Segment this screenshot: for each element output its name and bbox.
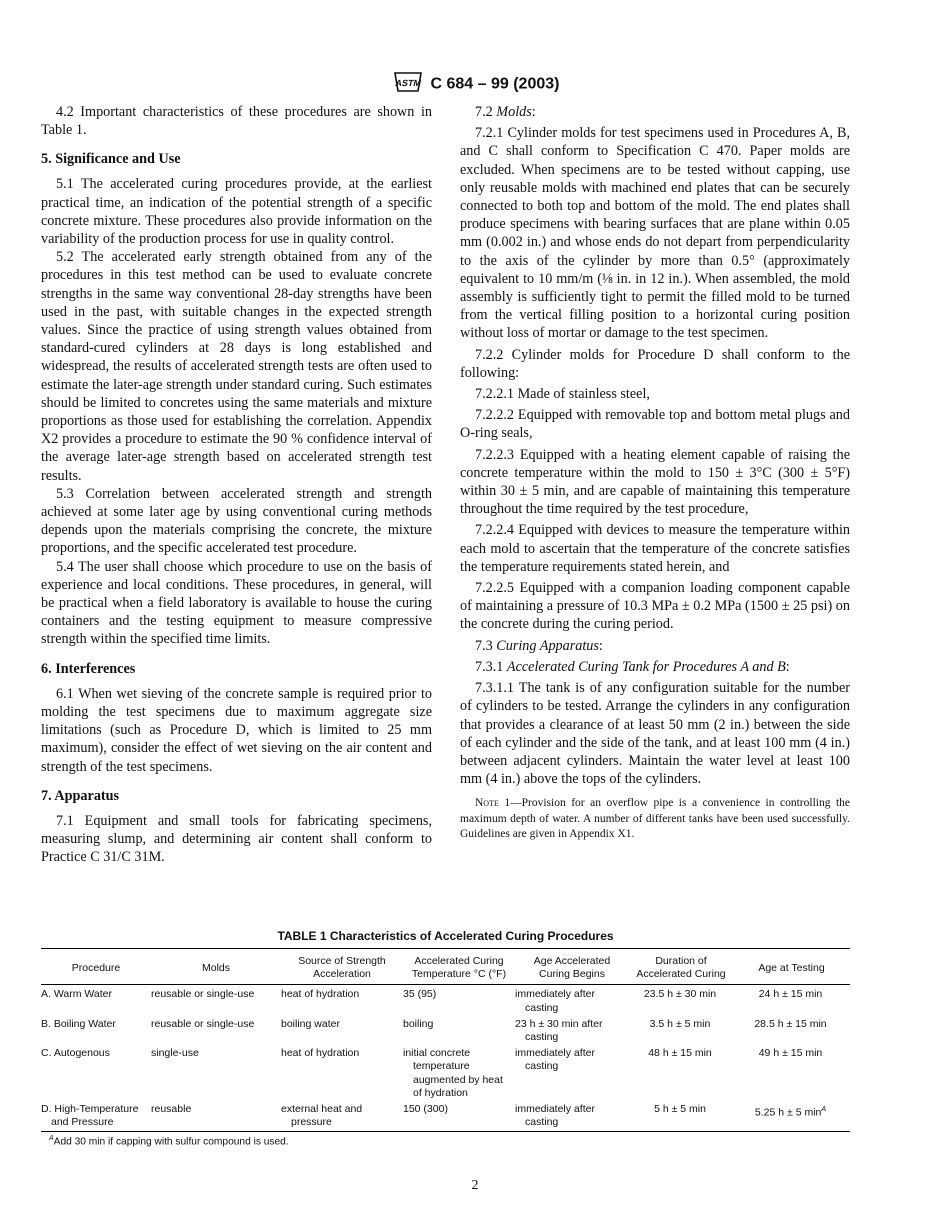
cell-temp: 150 (300)	[403, 1103, 448, 1116]
cell-source: heat of hydration	[281, 988, 360, 1001]
cell-source: boiling water	[281, 1017, 340, 1030]
table-header-row	[41, 949, 850, 985]
section-5-heading: 5. Significance and Use	[41, 151, 181, 168]
para-7-3: 7.3 Curing Apparatus:	[475, 637, 603, 654]
cell-molds: single-use	[151, 1047, 199, 1060]
cell-age: 28.5 h ± 15 min	[754, 1017, 827, 1030]
cell-molds: reusable	[151, 1103, 192, 1116]
cell-duration: 48 h ± 15 min	[648, 1047, 712, 1060]
cell-procedure: D. High-Temperature and Pressure	[41, 1103, 139, 1129]
para-7-2-2-1: 7.2.2.1 Made of stainless steel,	[475, 386, 650, 403]
para-7-1: 7.1 Equipment and small tools for fabricating specimens, measuring slump, and determining air content shall conform to Practice C 31/C 31M.	[41, 812, 432, 866]
para-4-2: 4.2 Important characteristics of these procedures are shown in Table 1.	[41, 104, 432, 139]
cell-age: 49 h ± 15 min	[758, 1047, 823, 1060]
col-header-source: Source of Strength Acceleration	[298, 955, 386, 981]
cell-begins: immediately after casting	[515, 988, 595, 1014]
cell-procedure: B. Boiling Water	[41, 1017, 116, 1030]
left-column	[41, 103, 432, 866]
cell-temp: initial concrete temperature augmented by heat of hydration	[403, 1047, 503, 1099]
cell-begins: 23 h ± 30 min after casting	[515, 1017, 603, 1044]
designation: C 684 – 99 (2003)	[430, 75, 560, 93]
cell-temp: boiling	[403, 1017, 434, 1030]
table-row	[41, 985, 850, 1015]
para-7-2-2: 7.2.2 Cylinder molds for Procedure D shall conform to the following:	[460, 346, 850, 381]
characteristics-table	[41, 948, 850, 1132]
footnote-ref: A	[821, 1106, 827, 1114]
para-7-2: 7.2 Molds:	[475, 104, 536, 120]
col-header-age-begins: Age Accelerated Curing Begins	[533, 955, 611, 981]
para-7-2-1: 7.2.1 Cylinder molds for test specimens used in Procedures A, B, and C shall conform to Specification C 470. Paper molds are excluded. When specimens are to be tested without capping, use only reusable molds with machined end plates that can be securely connected to both top and bottom of the mold. The end plates shall produce specimens with bearing surfaces that are plane within 0.05 mm (0.002 in.) and whose ends do not depart from perpendicularity to the axis of the cylinder by more than 0.5° (approximately equivalent to 10 mm/m (⅛ in. in 12 in.). When assembled, the mold assembly is sufficiently tight to permit the filled mold to be turned from the vertical filling position to a horizontal curing position without loss of mortar or damage to the test specimen.	[460, 125, 850, 342]
page-number: 2	[471, 1178, 479, 1193]
para-6-1: 6.1 When wet sieving of the concrete sample is required prior to molding the test specimens due to maximum aggregate size limitations (such as Procedure D, which is limited to 25 mm maximum), consider the effect of wet sieving on the air content and strength of the test specimens.	[41, 685, 432, 775]
table-title: TABLE 1 Characteristics of Accelerated Curing Procedures	[277, 929, 614, 943]
right-column	[460, 103, 850, 842]
section-6-heading: 6. Interferences	[41, 660, 136, 677]
cell-duration: 5 h ± 5 min	[654, 1103, 706, 1116]
cell-duration: 3.5 h ± 5 min	[649, 1017, 711, 1030]
cell-temp: 35 (95)	[403, 988, 437, 1001]
cell-begins: immediately after casting	[515, 1047, 595, 1073]
table-footnote: $^A$Add 30 min if capping with sulfur compound is used.	[49, 1135, 289, 1148]
svg-text:ASTM: ASTM	[393, 78, 422, 88]
cell-duration: 23.5 h ± 30 min	[643, 988, 717, 1001]
col-header-duration: Duration of Accelerated Curing	[636, 955, 726, 981]
page-header	[0, 70, 950, 99]
table-row	[41, 1100, 850, 1132]
para-5-1: 5.1 The accelerated curing procedures provide, at the earliest practical time, an indication of the potential strength of a specific concrete mixture. These procedures also provide information on the variability of the production process for use in quality control.	[41, 176, 432, 248]
astm-logo-icon	[391, 70, 425, 99]
section-7-heading: 7. Apparatus	[41, 787, 120, 804]
table-row	[41, 1044, 850, 1100]
para-5-3: 5.3 Correlation between accelerated strength and strength achieved at some later age by using conventional curing methods depends upon the materials comprising the concrete, the mixture proportions, and the specific accelerated test procedure.	[41, 485, 432, 557]
cell-molds: reusable or single-use	[151, 1017, 255, 1030]
cell-procedure: C. Autogenous	[41, 1047, 110, 1060]
col-header-temp: Accelerated Curing Temperature °C (°F)	[411, 955, 507, 981]
cell-age: 24 h ± 15 min	[758, 988, 823, 1001]
cell-begins: immediately after casting	[515, 1103, 595, 1129]
cell-source: heat of hydration	[281, 1047, 360, 1060]
para-7-2-2-3: 7.2.2.3 Equipped with a heating element capable of raising the concrete temperature within the mold to 150 ± 3°C (300 ± 5°F) within 30 ± 5 min, and are capable of maintaining this temperature throughout the time required by the test procedure,	[460, 446, 850, 518]
table-row	[41, 1015, 850, 1044]
col-header-procedure: Procedure	[71, 961, 121, 974]
cell-procedure: A. Warm Water	[41, 988, 112, 1001]
cell-age: 5.25 h ± 5 $\min^A$	[754, 1106, 827, 1119]
para-7-2-2-5: 7.2.2.5 Equipped with a companion loading component capable of maintaining a pressure of 10.3 MPa ± 0.2 MPa (1500 ± 25 psi) on the concrete during the curing period.	[460, 580, 850, 633]
para-7-2-2-4: 7.2.2.4 Equipped with devices to measure the temperature within each mold to ascertain that the temperature of the concrete satisfies the temperature requirements stated herein, and	[460, 522, 850, 575]
cell-molds: reusable or single-use	[151, 988, 255, 1001]
para-5-4: 5.4 The user shall choose which procedure to use on the basis of experience and local conditions. These procedures, in general, will be practical when a field laboratory is available to house the curing containers and the testing equipment to measure compressive strength within the specified time limits.	[41, 558, 432, 648]
table-1	[41, 929, 850, 1148]
note-1: Note 1—Provision for an overflow pipe is a convenience in controlling the maximum depth of water. A number of different tanks have been used successfully. Guidelines are given in Appendix X1.	[460, 797, 851, 840]
para-7-2-2-2: 7.2.2.2 Equipped with removable top and bottom metal plugs and O-ring seals,	[460, 407, 850, 442]
para-7-3-1-1: 7.3.1.1 The tank is of any configuration suitable for the number of cylinders to be tested. Arrange the cylinders in any configuration that provides a clearance of at least 50 mm (2 in.) between the side of each cylinder and the side of the tank, and at least 100 mm (4 in.) between adjacent cylinders. Maintain the water level at least 100 mm (4 in.) above the tops of the cylinders.	[460, 680, 850, 788]
para-5-2: 5.2 The accelerated early strength obtained from any of the procedures in this test method can be used to evaluate concrete strengths in the same way conventional 28-day strengths have been used in the past, with suitable changes in the expected strength values. Since the practice of using strength values obtained from standard-cured cylinders at 28 days is long established and widespread, the results of accelerated strength tests are often used to estimate the later-age strength under standard curing. Such estimates should be limited to concretes using the same materials and mixture proportions as those used for establishing the correlation. Appendix X2 provides a procedure to estimate the 90 % confidence interval of the average later-age strength based on accelerated strength test results.	[41, 249, 432, 484]
cell-source: external heat and pressure	[281, 1103, 363, 1129]
col-header-molds: Molds	[201, 961, 230, 974]
para-7-3-1: 7.3.1 Accelerated Curing Tank for Procedures A and B:	[475, 658, 790, 675]
col-header-age-testing: Age at Testing	[758, 961, 825, 974]
